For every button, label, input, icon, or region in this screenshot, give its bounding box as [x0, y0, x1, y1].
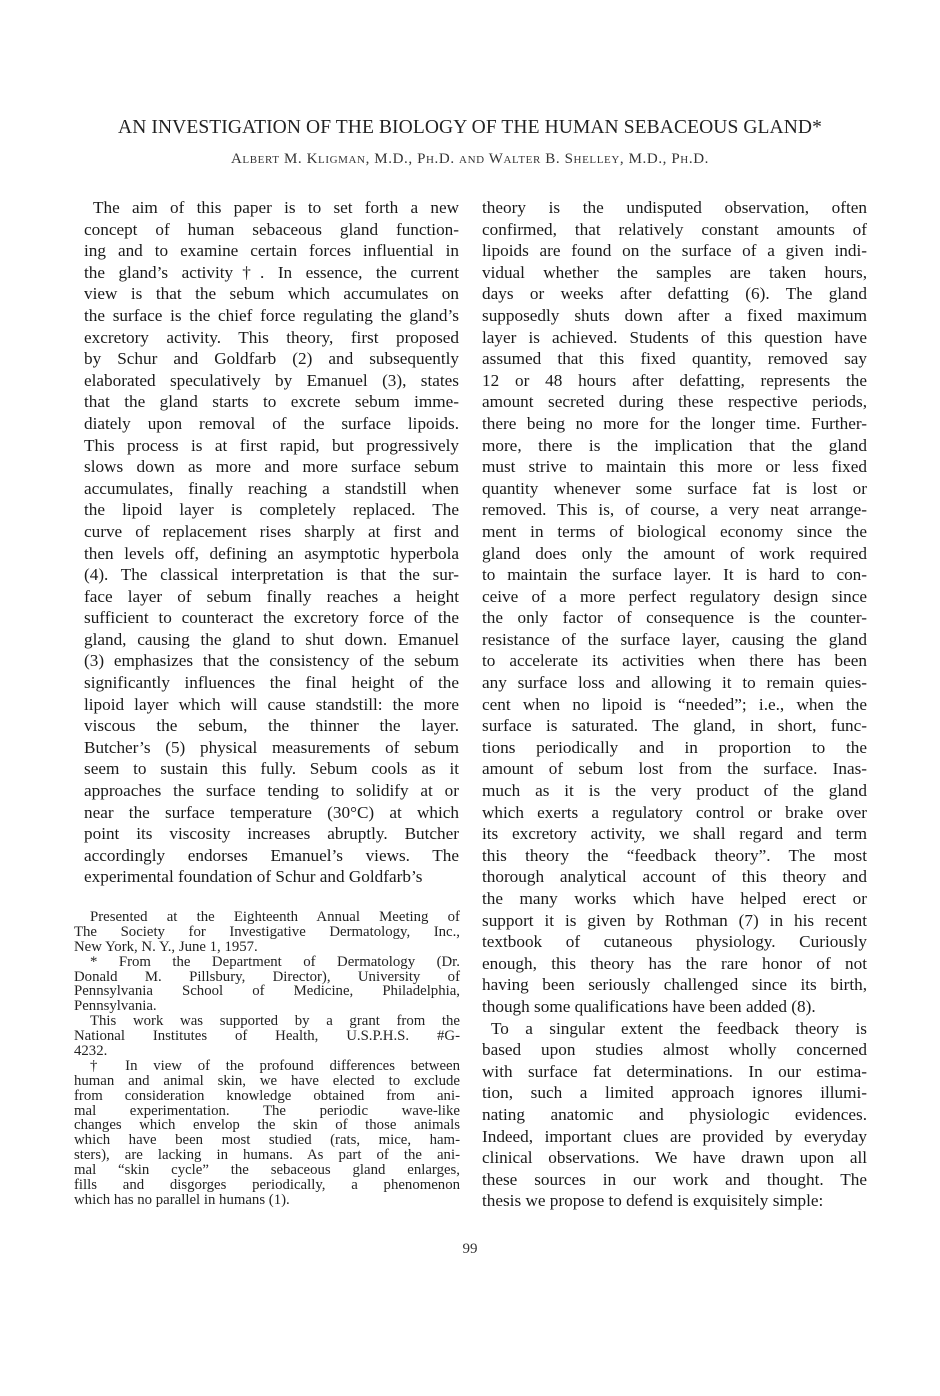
- text-line: the lipoid layer is completely replaced. The: [84, 500, 459, 520]
- text-line: ceive of a more perfect regulatory design since: [482, 586, 867, 606]
- text-line: there being no more for the longer time. Further-: [482, 413, 867, 433]
- text-line: textbook of cutaneous physiology. Curiously: [482, 932, 867, 952]
- page-number: 99: [462, 1241, 478, 1257]
- text-line: ing and to examine certain forces influential in: [84, 241, 459, 261]
- footnote-line: mal “skin cycle” the sebaceous gland enlarges,: [74, 1162, 460, 1179]
- text-line: the many works which have helped erect or: [482, 889, 867, 908]
- text-line: with surface fat determinations. In our estima-: [482, 1061, 867, 1081]
- text-line: these sources in our work and thought. The: [482, 1169, 867, 1189]
- text-line: Indeed, important clues are provided by everyday: [482, 1126, 867, 1146]
- paper-title: AN INVESTIGATION OF THE BIOLOGY OF THE HUMAN SEBACEOUS GLAND*: [118, 117, 822, 138]
- text-line: assumed that this fixed quantity, removed say: [482, 349, 867, 369]
- text-line: supposedly shuts down after a fixed maximum: [482, 305, 867, 325]
- text-line: This process is at first rapid, but progressively: [84, 435, 459, 455]
- text-line: viscous the sebum, the thinner the layer.: [84, 716, 459, 736]
- text-line: more, there is the implication that the gland: [482, 435, 867, 455]
- text-line: which exerts a regulatory control or brake over: [482, 802, 867, 822]
- text-line: face layer of sebum finally reaches a height: [84, 586, 459, 606]
- footnote-line: The Society for Investigative Dermatology, Inc.,: [74, 923, 460, 940]
- text-line: amount of sebum lost from the surface. Inas-: [482, 759, 867, 779]
- text-line: gland does only the amount of work required: [482, 543, 867, 563]
- text-line: To a singular extent the feedback theory is: [491, 1018, 867, 1038]
- text-line: then levels off, defining an asymptotic hyperbola: [84, 543, 459, 563]
- text-line: confirmed, that relatively constant amounts of: [482, 219, 867, 239]
- text-line: near the surface temperature (30°C) at which: [84, 802, 459, 822]
- text-line: curve of replacement rises sharply at first and: [84, 521, 459, 541]
- text-line: gland, causing the gland to shut down. Emanuel: [84, 629, 459, 649]
- text-line: support it is given by Rothman (7) in his recent: [482, 910, 867, 930]
- text-line: Butcher’s (5) physical measurements of sebum: [84, 737, 459, 757]
- text-line: significantly influences the final height of the: [84, 673, 459, 693]
- text-line: 12 or 48 hours after defatting, represents the: [482, 370, 867, 390]
- footnote-line: Donald M. Pillsbury, Director), University of: [74, 968, 460, 985]
- text-line: must strive to maintain this more or less fixed: [482, 457, 867, 477]
- text-line: seem to sustain this fully. Sebum cools as it: [84, 759, 459, 779]
- text-line: though some qualifications have been added (8).: [482, 996, 816, 1016]
- footnote-line: This work was supported by a grant from the: [90, 1013, 460, 1030]
- text-line: by Schur and Goldfarb (2) and subsequently: [84, 349, 459, 369]
- text-line: resistance of the surface layer, causing the gland: [482, 629, 867, 649]
- text-line: accumulates, finally reaching a standstill when: [84, 478, 459, 498]
- text-line: quantity whenever some surface fat is lost or: [482, 478, 867, 498]
- text-line: the gland’s activity†. In essence, the current: [84, 262, 459, 282]
- text-line: The aim of this paper is to set forth a new: [93, 198, 459, 217]
- text-line: any surface loss and allowing it to remain quies-: [482, 673, 867, 693]
- text-line: that the gland starts to excrete sebum imme-: [84, 392, 459, 412]
- text-line: nating anatomic and physiologic evidences.: [482, 1104, 867, 1124]
- text-line: enough, this theory has the rare honor of not: [482, 953, 867, 973]
- text-line: vidual whether the samples are taken hours,: [482, 262, 867, 282]
- footnote-line: Pennsylvania School of Medicine, Philadelphia,: [74, 983, 460, 1000]
- footnote-line: 4232.: [74, 1043, 108, 1060]
- text-line: to accelerate its activities when there has been: [482, 651, 867, 671]
- paper-authors: Albert M. Kligman, M.D., Ph.D. and Walter B. Shelley, M.D., Ph.D.: [230, 151, 709, 167]
- text-line: elaborated speculatively by Emanuel (3), states: [84, 370, 459, 390]
- footnote-line: from consideration knowledge obtained from ani-: [74, 1087, 460, 1104]
- text-line: thorough analytical account of this theory and: [482, 867, 867, 887]
- text-line: diately upon removal of the surface lipoids.: [84, 413, 459, 433]
- text-line: tion, such a limited approach ignores illumi-: [482, 1083, 867, 1103]
- text-line: removed. This is, of course, a very neat arrange-: [482, 500, 867, 520]
- text-line: point its viscosity increases abruptly. Butcher: [84, 824, 459, 844]
- text-line: amount secreted during these respective periods,: [482, 392, 867, 412]
- footnote-line: mal experimentation. The periodic wave-like: [74, 1102, 460, 1119]
- right-column: [482, 197, 867, 1212]
- footnote-line: † In view of the profound differences between: [90, 1057, 460, 1074]
- text-line: approaches the surface tending to solidify at or: [84, 781, 459, 801]
- text-line: ment in terms of biological economy since the: [482, 521, 867, 541]
- footnote-line: Presented at the Eighteenth Annual Meeting of: [90, 909, 460, 925]
- text-line: surface is saturated. The gland, in short, func-: [482, 716, 867, 736]
- footnote-line: * From the Department of Dermatology (Dr.: [90, 953, 460, 970]
- text-line: cent when no lipoid is “needed”; i.e., when the: [482, 694, 867, 714]
- text-line: tions periodically and in proportion to the: [482, 737, 867, 757]
- text-line: layer is achieved. Students of this question have: [482, 327, 867, 347]
- text-line: (4). The classical interpretation is that the sur-: [84, 565, 459, 585]
- text-line: lipoid layer which will cause standstill: the more: [84, 694, 459, 714]
- text-line: to maintain the surface layer. It is hard to con-: [482, 565, 867, 585]
- footnote-line: New York, N. Y., June 1, 1957.: [74, 938, 258, 955]
- text-line: excretory activity. This theory, first proposed: [84, 327, 459, 347]
- text-line: sufficient to counteract the excretory force of the: [84, 608, 459, 628]
- text-line: days or weeks after defatting (6). The gland: [482, 284, 867, 304]
- text-line: its excretory activity, we shall regard and term: [482, 824, 867, 844]
- text-line: (3) emphasizes that the consistency of the sebum: [84, 651, 459, 671]
- left-column: [84, 197, 459, 888]
- text-line: having been seriously challenged since its birth,: [482, 975, 867, 995]
- footnote-line: changes which envelop the skin of those animals: [74, 1117, 460, 1134]
- text-line: lipoids are found on the surface of a given indi-: [482, 241, 867, 261]
- footnote-line: fills and disgorges periodically, a phenomenon: [74, 1177, 460, 1194]
- text-line: the only factor of consequence is the counter-: [482, 608, 867, 628]
- text-line: based upon studies almost wholly concerned: [482, 1040, 867, 1060]
- text-line: this theory the “feedback theory”. The most: [482, 845, 867, 865]
- footnote-line: human and animal skin, we have elected to exclude: [74, 1072, 460, 1089]
- text-line: experimental foundation of Schur and Goldfarb’s: [84, 867, 423, 887]
- footnote-line: Pennsylvania.: [74, 998, 157, 1015]
- footnote-line: which have been most studied (rats, mice, ham-: [74, 1132, 460, 1149]
- footnote-line: sters), are lacking in humans. As part of the ani-: [74, 1147, 460, 1164]
- text-line: the surface is the chief force regulating the gland’s: [84, 305, 459, 325]
- text-line: much as it is the very product of the gland: [482, 781, 867, 801]
- text-line: concept of human sebaceous gland function-: [84, 219, 459, 239]
- footnote-line: which has no parallel in humans (1).: [74, 1191, 290, 1208]
- footnote-line: National Institutes of Health, U.S.P.H.S. #G-: [74, 1028, 460, 1045]
- text-line: thesis we propose to defend is exquisitely simple:: [482, 1191, 824, 1211]
- text-line: clinical observations. We have drawn upon all: [482, 1148, 867, 1168]
- text-line: accordingly endorses Emanuel’s views. The: [84, 845, 459, 865]
- footnotes: [74, 910, 460, 1208]
- text-line: view is that the sebum which accumulates on: [84, 284, 459, 304]
- text-line: slows down as more and more surface sebum: [84, 457, 459, 477]
- text-line: theory is the undisputed observation, often: [482, 198, 867, 217]
